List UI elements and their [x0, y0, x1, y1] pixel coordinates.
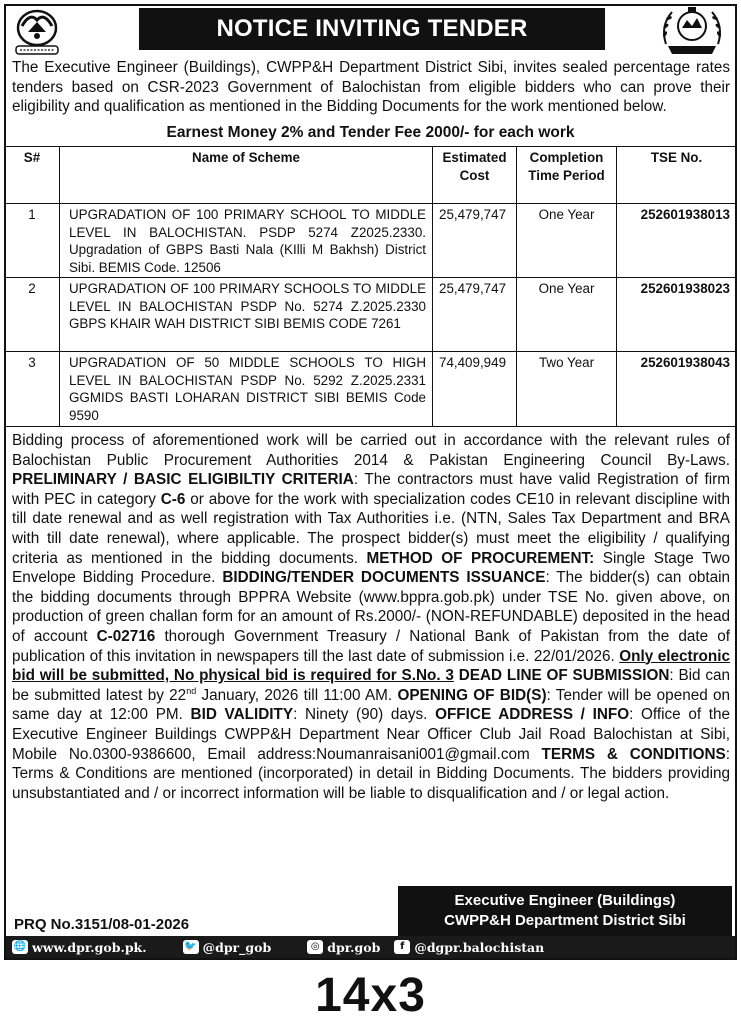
deadline-heading: DEAD LINE OF SUBMISSION [458, 667, 670, 685]
deadline-text-a: : Bid can be submitted latest by 22 [12, 667, 730, 704]
row-tse-no: 252601938023 [617, 278, 737, 352]
row-estimated-cost: 25,479,747 [433, 204, 517, 278]
header-completion-period: Completion Time Period [517, 147, 617, 204]
issuance-text-a: : The bidder(s) can obtain the bidding documents through BPPRA Website (www.bppra.gob.pk) under TSE No. given above, on production of green challan form for an amount of Rs.2000/- (NON-REFUNDABLE) deposited in the head of account [12, 569, 730, 645]
row-completion-period: One Year [517, 278, 617, 352]
footer-twitter-text: @dpr_gob [202, 939, 272, 955]
earnest-money-line: Earnest Money 2% and Tender Fee 2000/- for each work [166, 124, 575, 141]
footer-instagram-text: dpr.gob [327, 939, 381, 955]
row-scheme-name: UPGRADATION OF 50 MIDDLE SCHOOLS TO HIGH LEVEL IN BALOCHISTAN PSDP No. 5292 Z.2025.2331 GGMIDS BASTI LOHARAN DISTRICT SIBI BEMIS Code 9590 [60, 352, 433, 427]
terms-heading: TERMS & CONDITIONS [541, 745, 726, 763]
row-tse-no: 252601938013 [617, 204, 737, 278]
validity-text: : Ninety (90) days. [293, 706, 428, 724]
row-scheme-name: UPGRADATION OF 100 PRIMARY SCHOOLS TO MIDDLE LEVEL IN BALOCHISTAN PSDP No. 5274 Z.2025.2330 GBPS KHAIR WAH DISTRICT SIBI BEMIS CODE 7261 [60, 278, 433, 352]
table-header-row [5, 147, 737, 204]
method-text: Single Stage Two Envelope Bidding Procedure. [12, 549, 731, 587]
method-heading: METHOD OF PROCUREMENT: [366, 549, 595, 567]
footer-web-text: www.dpr.gob.pk. [32, 939, 147, 955]
deadline-ordinal: nd [186, 685, 197, 696]
ad-size-label: 14x3 [315, 969, 426, 1022]
footer-facebook[interactable] [394, 940, 544, 955]
page-title: NOTICE INVITING TENDER [139, 8, 605, 50]
signature-block [398, 886, 732, 936]
table-row [5, 352, 737, 427]
prelim-criteria-text-b: or above for the work with specialization codes CE10 in relevant discipline with till date renewal and as well registration with Tax Authorities i.e. (NTN, Sales Tax Department and BRA with till date renewal), where applicable. The prospect bidder(s) must meet the eligibility / qualifying criteria as mentioned in the bidding documents. [12, 490, 731, 567]
prq-number: PRQ No.3151/08-01-2026 [14, 916, 190, 933]
table-row [5, 278, 737, 352]
electronic-bid-notice: Only electronic bid will be submitted, No physical bid is required for S.No. 3 [12, 647, 730, 685]
footer-web[interactable] [12, 940, 147, 955]
footer-twitter[interactable] [183, 940, 272, 955]
row-estimated-cost: 25,479,747 [433, 278, 517, 352]
row-scheme-name: UPGRADATION OF 100 PRIMARY SCHOOL TO MIDDLE LEVEL IN BALOCHISTAN. PSDP 5274 Z2025.2330. Upgradation of GBPS Basti Nala (KIlli M Bakhsh) District Sibi. BEMIS Code. 12506 [60, 204, 433, 278]
cwpph-emblem-icon [656, 4, 728, 58]
issuance-text-b: thorough Government Treasury / National Bank of Pakistan from the date of publication of this invitation in newspapers till the last date of submission i.e. 22/01/2026. [12, 627, 731, 665]
bidding-process-text: Bidding process of aforementioned work will be carried out in accordance with the relevant rules of Balochistan Public Procurement Authorities 2014 & Pakistan Engineering Council By-Laws. [12, 432, 730, 469]
row-tse-no: 252601938043 [617, 352, 737, 427]
opening-text: : Tender will be opened on same day at 12:00 PM. [12, 686, 731, 724]
prelim-criteria-heading: PRELIMINARY / BASIC ELIGIBILTIY CRITERIA [12, 471, 354, 489]
row-completion-period: Two Year [517, 352, 617, 427]
pec-category: C-6 [160, 490, 186, 508]
tender-details-paragraph [12, 431, 730, 803]
header-tse-no: TSE No. [617, 147, 737, 204]
office-text: : Office of the Executive Engineer Buildings CWPP&H Department Near Officer Club Jail Road Balochistan at Sibi, Mobile No.0300-9386600, Email address:Noumanraisani001@gmail.com [12, 706, 730, 763]
facebook-icon: f [394, 940, 410, 954]
issuance-heading: BIDDING/TENDER DOCUMENTS ISSUANCE [222, 569, 546, 587]
signature-title: Executive Engineer (Buildings) [454, 892, 676, 909]
header-sn: S# [5, 147, 60, 204]
instagram-icon: ◎ [307, 940, 323, 954]
footer-social-bar [6, 936, 735, 958]
opening-heading: OPENING OF BID(S) [397, 686, 547, 704]
signature-department: CWPP&H Department District Sibi [444, 912, 686, 929]
row-completion-period: One Year [517, 204, 617, 278]
row-sn: 3 [5, 352, 60, 427]
schemes-table [4, 146, 737, 427]
row-sn: 1 [5, 204, 60, 278]
intro-paragraph: The Executive Engineer (Buildings), CWPP&H Department District Sibi, invites sealed percentage rates tenders based on CSR-2023 Government of Balochistan from eligible bidders who can prove their eligibility and qualification as mentioned in the Bidding Documents for the work mentioned below. [12, 59, 730, 115]
table-row [5, 204, 737, 278]
office-heading: OFFICE ADDRESS / INFO [435, 706, 630, 724]
balochistan-gov-logo-icon [10, 6, 64, 56]
deadline-text-b: January, 2026 till 11:00 AM. [201, 686, 393, 704]
header-scheme-name: Name of Scheme [60, 147, 433, 204]
twitter-icon: 🐦 [184, 941, 197, 952]
row-estimated-cost: 74,409,949 [433, 352, 517, 427]
header-estimated-cost: Estimated Cost [433, 147, 517, 204]
prelim-criteria-text-a: : The contractors must have valid Registration of firm with PEC in category [12, 471, 730, 508]
terms-text: : Terms & Conditions are mentioned (incorporated) in detail in Bidding Documents. The bidders providing unsubstantiated and / or incorrect information will be liable to disqualification and / or legal action. [12, 745, 730, 802]
head-of-account: C-02716 [96, 627, 156, 645]
footer-facebook-text: @dgpr.balochistan [414, 939, 545, 955]
row-sn: 2 [5, 278, 60, 352]
footer-instagram[interactable] [307, 940, 380, 955]
validity-heading: BID VALIDITY [190, 706, 294, 724]
globe-icon: 🌐 [13, 941, 27, 952]
